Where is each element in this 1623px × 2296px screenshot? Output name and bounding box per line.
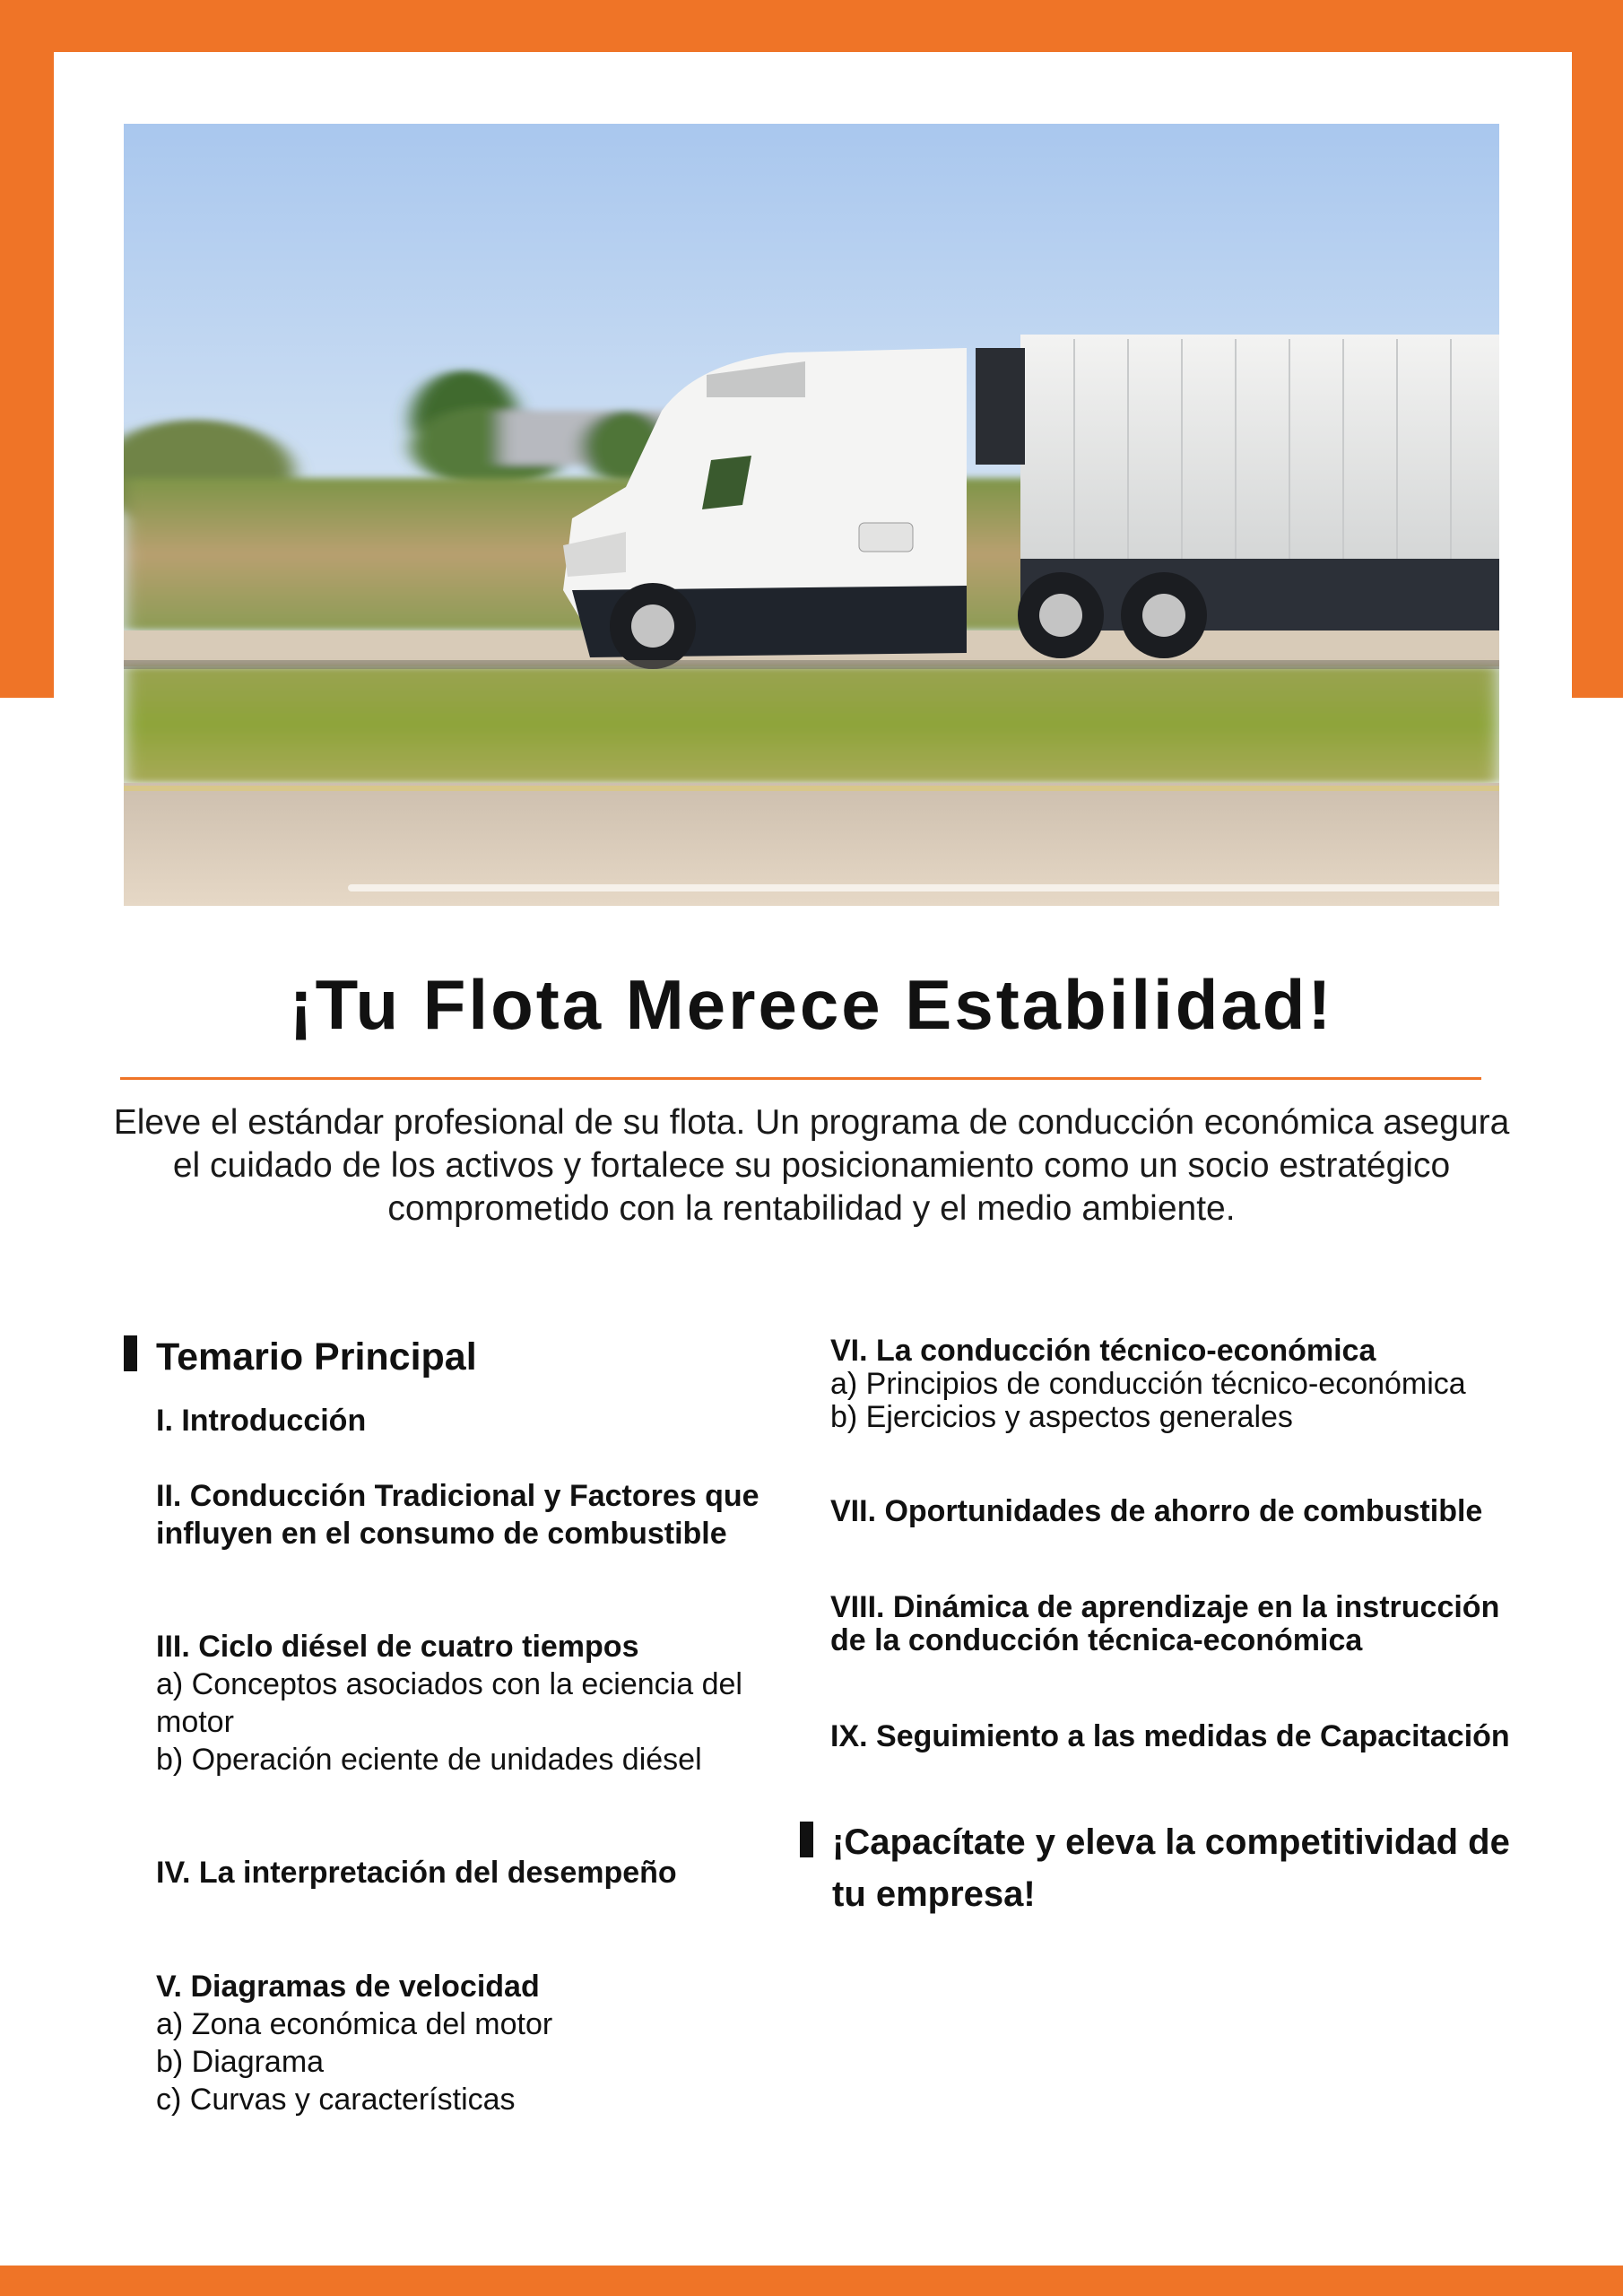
item-subpoint: c) Curvas y características bbox=[156, 2083, 516, 2117]
temario-left-column bbox=[124, 1332, 805, 2118]
heading-marker bbox=[124, 1335, 137, 1371]
bottom-orange-bar bbox=[0, 2266, 1623, 2296]
item-subpoint: a) Zona económica del motor bbox=[156, 2007, 553, 2041]
cta-text: ¡Capacítate y eleva la competitividad de tu empresa! bbox=[832, 1822, 1510, 1914]
list-item bbox=[830, 1591, 1512, 1657]
list-item bbox=[124, 1628, 805, 1779]
item-subpoint: b) Ejercicios y aspectos generales bbox=[830, 1400, 1293, 1434]
cta-marker bbox=[800, 1822, 813, 1857]
item-subpoint: a) Conceptos asociados con la eciencia del motor bbox=[156, 1667, 742, 1739]
item-subpoint: b) Operación eciente de unidades diésel bbox=[156, 1743, 702, 1777]
title-divider bbox=[120, 1077, 1481, 1080]
list-item bbox=[124, 1402, 805, 1439]
temario-heading bbox=[124, 1332, 805, 1382]
lead-paragraph: Eleve el estándar profesional de su flota. Un programa de conducción económica asegura el cuidado de los activos y fortalece su posicionamiento como un socio estratégico comprometido con la rentabilidad y el medio ambiente. bbox=[113, 1103, 1510, 1228]
temario-heading-text: Temario Principal bbox=[156, 1335, 477, 1378]
item-title: V. Diagramas de velocidad bbox=[156, 1970, 540, 2004]
hero-truck-image bbox=[124, 124, 1499, 906]
item-title: VIII. Dinámica de aprendizaje en la instrucción de la conducción técnica-económica bbox=[830, 1590, 1500, 1657]
item-title: VII. Oportunidades de ahorro de combustible bbox=[830, 1494, 1483, 1528]
page-title: ¡Tu Flota Merece Estabilidad! bbox=[289, 965, 1334, 1044]
item-title: IV. La interpretación del desempeño bbox=[156, 1856, 677, 1890]
list-item bbox=[124, 1854, 805, 1892]
item-title: I. Introducción bbox=[156, 1404, 367, 1438]
item-title: III. Ciclo diésel de cuatro tiempos bbox=[156, 1630, 639, 1664]
list-item bbox=[124, 1477, 805, 1552]
item-title: IX. Seguimiento a las medidas de Capacitación bbox=[830, 1719, 1510, 1753]
temario-right-column bbox=[830, 1335, 1512, 1920]
item-subpoint: b) Diagrama bbox=[156, 2045, 325, 2079]
list-item bbox=[830, 1720, 1512, 1753]
list-item bbox=[830, 1495, 1512, 1528]
list-item bbox=[830, 1335, 1512, 1434]
list-item bbox=[124, 1968, 805, 2118]
item-title: VI. La conducción técnico-económica bbox=[830, 1334, 1376, 1368]
item-subpoint: a) Principios de conducción técnico-económica bbox=[830, 1367, 1466, 1401]
cta-heading bbox=[800, 1816, 1512, 1920]
item-title: II. Conducción Tradicional y Factores que influyen en el consumo de combustible bbox=[156, 1479, 759, 1551]
